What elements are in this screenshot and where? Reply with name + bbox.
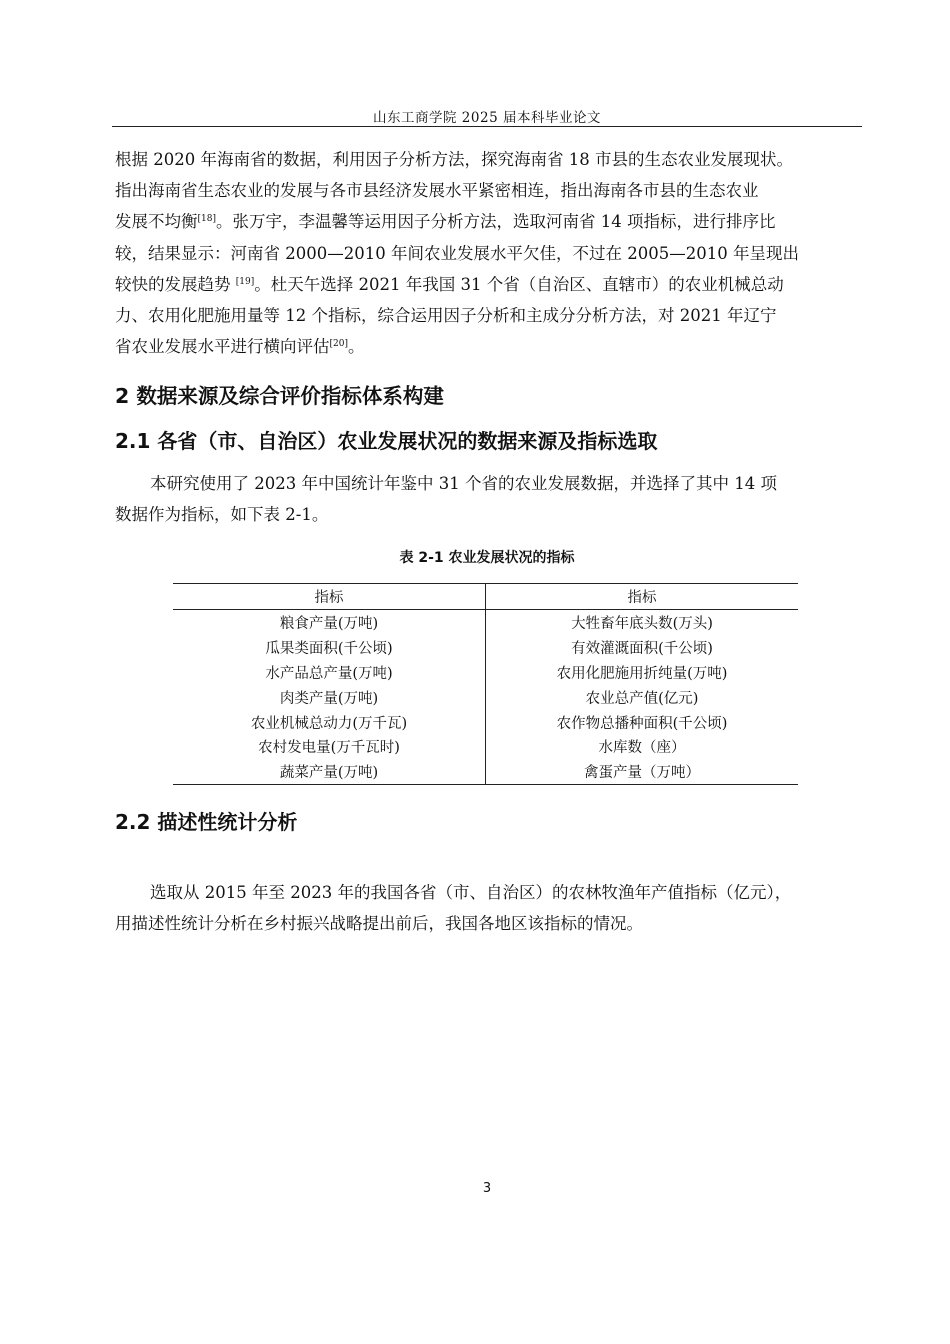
section-heading-2-2: 2.2 描述性统计分析 <box>115 810 298 834</box>
text-line: 力、农用化肥施用量等 12 个指标，综合运用因子分析和主成分分析方法，对 2021 年辽宁 <box>115 306 777 326</box>
text-line: 发展不均衡[18]。张万宇，李温馨等运用因子分析方法，选取河南省 14 项指标，进行排序比 <box>115 212 776 232</box>
table-cell: 水库数（座） <box>598 740 686 757</box>
table-cell: 农作物总播种面积(千公顷) <box>556 715 728 732</box>
table-row <box>173 610 798 635</box>
table-row <box>173 635 798 660</box>
text-line: 本研究使用了 2023 年中国统计年鉴中 31 个省的农业发展数据，并选择了其中 14 项 <box>150 474 777 493</box>
table-cell: 瓜果类面积(千公顷) <box>173 635 486 660</box>
section-2-2-paragraph <box>115 877 861 939</box>
column-header: 指标 <box>486 584 799 610</box>
table-cell: 农村发电量(万千瓦时) <box>173 734 486 759</box>
table-cell: 粮食产量(万吨) <box>173 610 486 635</box>
section-2-1-paragraph <box>115 468 861 530</box>
table-cell: 有效灌溉面积(千公顷) <box>571 640 713 657</box>
text-line: 根据 2020 年海南省的数据，利用因子分析方法，探究海南省 18 市县的生态农业发展现状。 <box>115 150 793 169</box>
column-header: 指标 <box>173 584 486 610</box>
table-cell: 水产品总产量(万吨) <box>173 660 486 685</box>
text-line: 省农业发展水平进行横向评估[20]。 <box>115 337 365 357</box>
table-row <box>173 660 798 685</box>
section-heading-2-1: 2.1 各省（市、自治区）农业发展状况的数据来源及指标选取 <box>115 429 658 453</box>
text-line: 指出海南省生态农业的发展与各市县经济发展水平紧密相连，指出海南各市县的生态农业 <box>115 181 759 201</box>
intro-paragraph <box>115 144 861 362</box>
text-line: 用描述性统计分析在乡村振兴战略提出前后，我国各地区该指标的情况。 <box>115 914 643 934</box>
table-cell: 农业机械总动力(万千瓦) <box>173 710 486 735</box>
table-cell: 禽蛋产量（万吨） <box>486 759 799 784</box>
text-line: 较快的发展趋势 [19]。杜天午选择 2021 年我国 31 个省（自治区、直辖市）的农业机械总动 <box>115 274 784 294</box>
text-line: 选取从 2015 年至 2023 年的我国各省（市、自治区）的农林牧渔年产值指标（亿元）， <box>150 883 792 902</box>
table-row <box>173 759 798 784</box>
table-cell: 肉类产量(万吨) <box>173 685 486 710</box>
table-cell: 大牲畜年底头数(万头) <box>571 615 713 632</box>
page-number: 3 <box>482 1181 492 1196</box>
table-caption: 表 2-1 农业发展状况的指标 <box>399 550 575 566</box>
table-cell: 蔬菜产量(万吨) <box>173 759 486 784</box>
running-header: 山东工商学院 2025 届本科毕业论文 <box>373 110 601 126</box>
indicator-table <box>173 583 798 785</box>
table-row <box>173 710 798 735</box>
header-rule <box>112 126 862 127</box>
citation-ref: [19] <box>235 276 255 287</box>
citation-ref: [20] <box>329 339 348 350</box>
table-header-row <box>173 584 798 610</box>
table-cell: 农业总产值(亿元) <box>585 690 699 707</box>
table-cell: 农用化肥施用折纯量(万吨) <box>556 665 728 682</box>
table-row <box>173 734 798 759</box>
section-heading-2: 2 数据来源及综合评价指标体系构建 <box>115 384 444 408</box>
text-line: 较，结果显示：河南省 2000—2010 年间农业发展水平欠佳，不过在 2005—2010 年呈现出 <box>115 243 799 263</box>
text-line: 数据作为指标，如下表 2-1。 <box>115 505 329 525</box>
citation-ref: [18] <box>197 214 216 225</box>
table-row <box>173 685 798 710</box>
